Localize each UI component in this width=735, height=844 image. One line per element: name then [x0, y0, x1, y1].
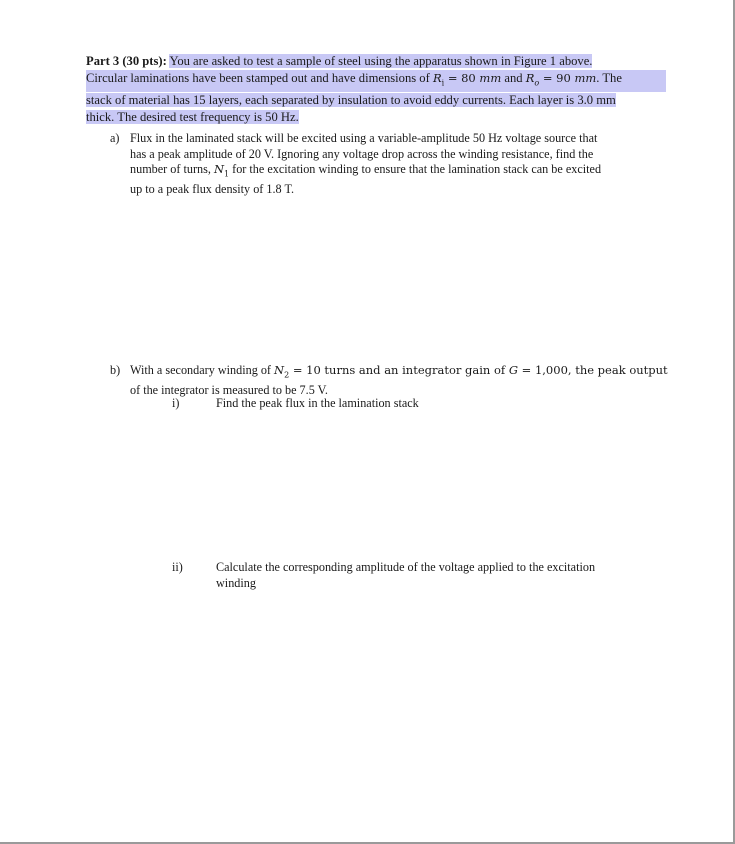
selected-text[interactable]: You are asked to test a sample of steel using the apparatus shown in Figure 1 above.	[169, 54, 593, 68]
intro-line-2[interactable]: Circular laminations have been stamped out and have dimensions of $R_i = 80$ mm and $R_o = 90$ mm. The	[86, 70, 666, 92]
question-b-text: With a secondary winding of $N_2 = 10$ turns and an integrator gain of G = 1,000, the peak output of the integrator is measured to be 7.5 V.	[130, 363, 668, 397]
question-a-text: Flux in the laminated stack will be excited using a variable-amplitude 50 Hz voltage source that has a peak amplitude of 20 V. Ignoring any voltage drop across the winding resistance, find the number of turns, $N_1$ for the excitation winding to ensure that the lamination stack can be excited up to a peak flux density of 1.8 T.	[130, 131, 602, 196]
part-heading: Part 3 (30 pts):	[86, 54, 167, 68]
question-b-label: b)	[110, 363, 121, 377]
question-b-ii-label: ii)	[172, 560, 183, 574]
question-b-ii-text: Calculate the corresponding amplitude of the voltage applied to the excitation winding	[216, 560, 596, 590]
question-b-i-label: i)	[172, 396, 180, 410]
intro-line-4[interactable]: thick. The desired test frequency is 50 Hz.	[86, 109, 299, 124]
intro-line-1	[86, 53, 666, 70]
problem-intro	[86, 53, 666, 126]
intro-line-3[interactable]: stack of material has 15 layers, each separated by insulation to avoid eddy currents. Each layer is 3.0 mm	[86, 92, 616, 107]
question-a-label: a)	[110, 131, 120, 145]
question-b-i-text: Find the peak flux in the lamination stack	[216, 396, 419, 410]
